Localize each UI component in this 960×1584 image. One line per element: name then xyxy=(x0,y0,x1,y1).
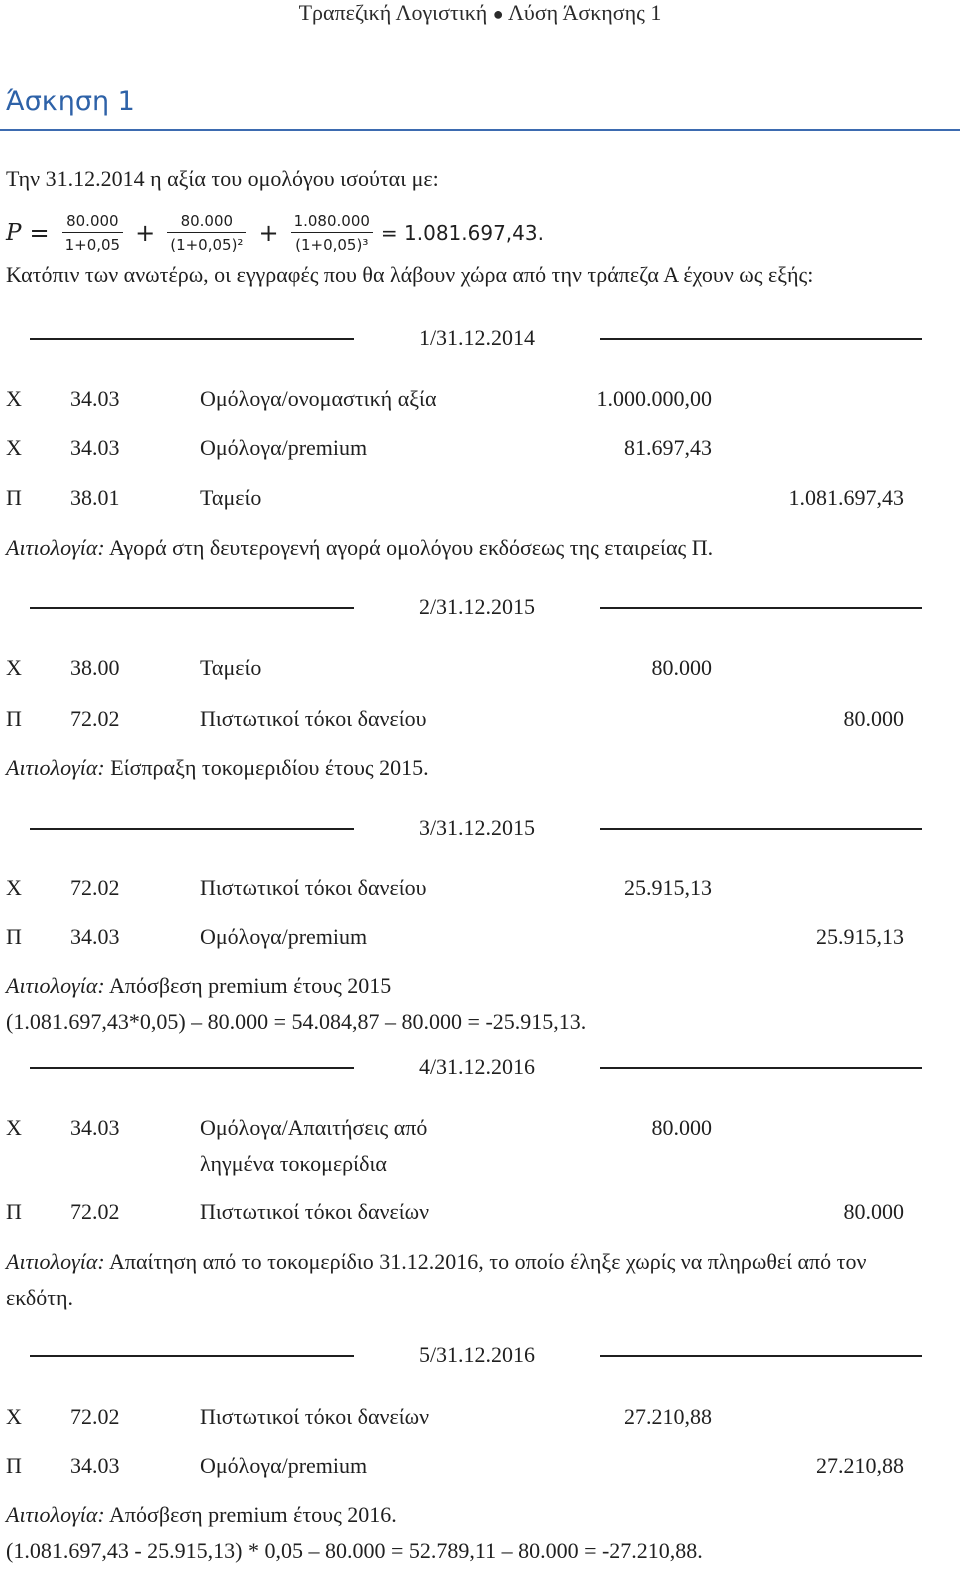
account-name: Πιστωτικοί τόκοι δανείων xyxy=(200,1404,430,1429)
entry-side: Χ xyxy=(6,655,22,680)
header-rule xyxy=(600,828,922,830)
credit-amount: 27.210,88 xyxy=(816,1453,904,1478)
calculation-text: (1.081.697,43*0,05) – 80.000 = 54.084,87 – 80.000 = -25.915,13. xyxy=(6,1009,587,1034)
account-name: Ομόλογα/ονομαστική αξία xyxy=(200,386,437,411)
header-rule xyxy=(600,607,922,609)
entry-line xyxy=(0,874,960,902)
entry-side: Π xyxy=(6,1199,22,1224)
entry-date: 3/31.12.2015 xyxy=(418,815,536,840)
intro-text: Την 31.12.2014 η αξία του ομολόγου ισούται με: xyxy=(6,166,439,191)
header-rule xyxy=(600,1067,922,1069)
justification-text: Απαίτηση από το τοκομερίδιο 31.12.2016, το οποίο έληξε χωρίς να πληρωθεί από τον εκδότη. xyxy=(6,1249,867,1310)
entry-line xyxy=(0,1452,960,1480)
section-name: Λύση Άσκησης 1 xyxy=(507,0,662,25)
account-code: 72.02 xyxy=(70,1404,120,1429)
entry-line xyxy=(0,1403,960,1431)
account-code: 72.02 xyxy=(70,706,120,731)
justification-text: Αγορά στη δευτερογενή αγορά ομολόγου εκδόσεως της εταιρείας Π. xyxy=(104,535,714,560)
account-code: 34.03 xyxy=(70,1453,120,1478)
fraction-term-2 xyxy=(167,212,246,255)
entry-date: 5/31.12.2016 xyxy=(418,1342,536,1367)
account-code: 34.03 xyxy=(70,924,120,949)
credit-amount: 80.000 xyxy=(843,706,904,731)
account-name: Ομόλογα/premium xyxy=(200,924,368,949)
page-title: Άσκηση 1 xyxy=(6,86,135,117)
entry-date: 4/31.12.2016 xyxy=(418,1054,536,1079)
equation-lhs: P xyxy=(6,220,22,246)
credit-amount: 1.081.697,43 xyxy=(788,485,904,510)
account-name: Πιστωτικοί τόκοι δανείου xyxy=(200,875,427,900)
debit-amount: 25.915,13 xyxy=(624,875,712,900)
header-rule xyxy=(30,1067,354,1069)
entry-line xyxy=(0,1114,960,1176)
equation-plus: + xyxy=(258,219,279,247)
entry-side: Χ xyxy=(6,386,22,411)
account-name: Ομόλογα/premium xyxy=(200,1453,368,1478)
header-rule xyxy=(30,828,354,830)
entry-line xyxy=(0,654,960,682)
entry-line xyxy=(0,1198,960,1226)
bullet-icon: ● xyxy=(492,4,504,24)
equation-equals: = xyxy=(29,219,50,247)
account-name: Ταμείο xyxy=(200,485,262,510)
account-code: 38.01 xyxy=(70,485,120,510)
equation-result: = 1.081.697,43. xyxy=(380,221,544,245)
justification-label: Αιτιολογία: xyxy=(6,1249,105,1274)
account-code: 38.00 xyxy=(70,655,120,680)
journal-entry-header xyxy=(0,1340,960,1370)
journal-entry-header xyxy=(0,323,960,353)
credit-amount: 25.915,13 xyxy=(816,924,904,949)
justification-label: Αιτιολογία: xyxy=(6,755,105,780)
entry-line xyxy=(0,705,960,733)
entry-justification xyxy=(6,750,936,786)
entry-date: 2/31.12.2015 xyxy=(418,594,536,619)
entry-justification xyxy=(6,530,936,566)
justification-text: Είσπραξη τοκομεριδίου έτους 2015. xyxy=(104,755,429,780)
account-name: Ταμείο xyxy=(200,655,262,680)
fraction-term-1 xyxy=(62,212,124,255)
debit-amount: 80.000 xyxy=(651,1115,712,1140)
header-rule xyxy=(600,338,922,340)
header-rule xyxy=(30,338,354,340)
entry-side: Χ xyxy=(6,1115,22,1140)
justification-text: Απόσβεση premium έτους 2015 xyxy=(104,973,392,998)
entry-side: Π xyxy=(6,1453,22,1478)
header-rule xyxy=(30,1355,354,1357)
header-rule xyxy=(600,1355,922,1357)
justification-label: Αιτιολογία: xyxy=(6,535,105,560)
account-code: 34.03 xyxy=(70,386,120,411)
debit-amount: 27.210,88 xyxy=(624,1404,712,1429)
page-header xyxy=(0,0,960,30)
journal-entry-header xyxy=(0,1052,960,1082)
entry-date: 1/31.12.2014 xyxy=(418,325,536,350)
journal-entry-header xyxy=(0,813,960,843)
entry-line xyxy=(0,434,960,462)
account-name: Πιστωτικοί τόκοι δανείου xyxy=(200,706,427,731)
debit-amount: 1.000.000,00 xyxy=(596,386,712,411)
entry-justification xyxy=(6,1497,936,1569)
entry-side: Χ xyxy=(6,1404,22,1429)
course-name: Τραπεζική Λογιστική xyxy=(298,0,488,25)
entry-line xyxy=(0,923,960,951)
lead-text: Κατόπιν των ανωτέρω, οι εγγραφές που θα λάβουν χώρα από την τράπεζα Α έχουν ως εξής: xyxy=(6,262,814,287)
entry-justification xyxy=(6,968,936,1040)
debit-amount: 80.000 xyxy=(651,655,712,680)
header-rule xyxy=(30,607,354,609)
title-divider xyxy=(0,129,960,131)
entry-justification xyxy=(6,1244,936,1316)
fraction-numerator: 80.000 xyxy=(180,211,234,230)
entry-side: Χ xyxy=(6,435,22,460)
fraction-term-3 xyxy=(291,212,373,255)
justification-label: Αιτιολογία: xyxy=(6,1502,105,1527)
entry-side: Χ xyxy=(6,875,22,900)
justification-label: Αιτιολογία: xyxy=(6,973,105,998)
journal-entry-header xyxy=(0,592,960,622)
account-code: 72.02 xyxy=(70,875,120,900)
fraction-numerator: 80.000 xyxy=(66,211,119,230)
entry-side: Π xyxy=(6,924,22,949)
entry-line xyxy=(0,484,960,512)
account-name: Πιστωτικοί τόκοι δανείων xyxy=(200,1199,430,1224)
justification-text: Απόσβεση premium έτους 2016. xyxy=(104,1502,397,1527)
account-code: 34.03 xyxy=(70,435,120,460)
equation-plus: + xyxy=(135,219,156,247)
fraction-denominator: 1+0,05 xyxy=(64,236,121,255)
calculation-text: (1.081.697,43 - 25.915,13) * 0,05 – 80.000 = 52.789,11 – 80.000 = -27.210,88. xyxy=(6,1538,703,1563)
account-name: Ομόλογα/Απαιτήσεις από ληγμένα τοκομερίδια xyxy=(200,1115,428,1176)
account-name: Ομόλογα/premium xyxy=(200,435,368,460)
entry-line xyxy=(0,385,960,413)
fraction-denominator: (1+0,05)³ xyxy=(295,236,369,255)
bond-value-equation xyxy=(6,206,544,260)
account-code: 34.03 xyxy=(70,1115,120,1140)
entry-side: Π xyxy=(6,706,22,731)
debit-amount: 81.697,43 xyxy=(624,435,712,460)
fraction-denominator: (1+0,05)² xyxy=(170,236,244,255)
entry-side: Π xyxy=(6,485,22,510)
credit-amount: 80.000 xyxy=(843,1199,904,1224)
fraction-numerator: 1.080.000 xyxy=(293,211,370,230)
account-code: 72.02 xyxy=(70,1199,120,1224)
